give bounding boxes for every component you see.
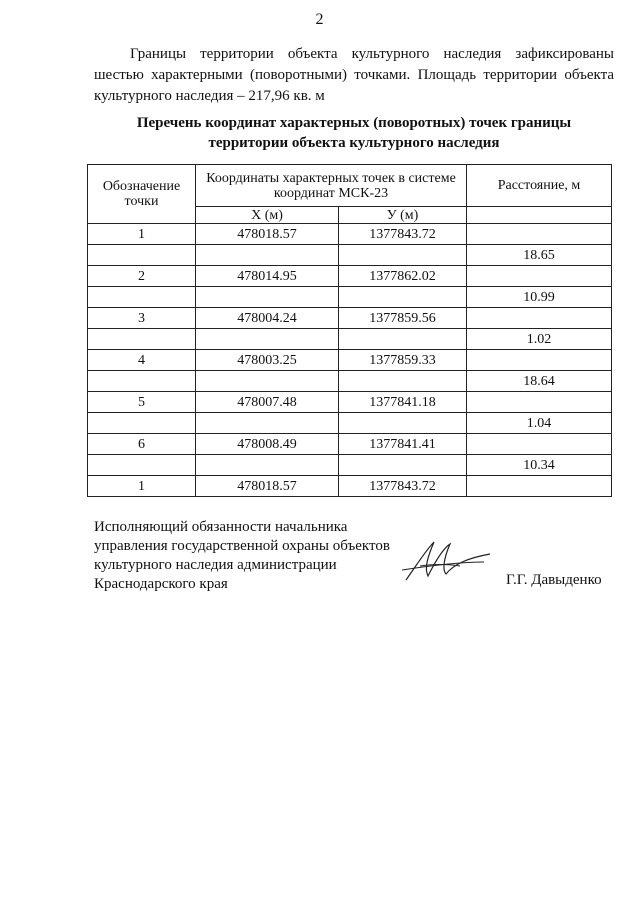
cell-distance [467, 392, 612, 413]
position-line: культурного наследия администрации [94, 557, 337, 573]
cell-distance [467, 308, 612, 329]
position-line: Краснодарского края [94, 576, 228, 592]
cell-point: 3 [88, 308, 196, 329]
cell-distance: 10.99 [467, 287, 612, 308]
cell-point: 2 [88, 266, 196, 287]
coordinates-table [87, 164, 612, 497]
cell-y [339, 245, 467, 266]
cell-distance: 18.65 [467, 245, 612, 266]
cell-x: 478003.25 [196, 350, 339, 371]
table-row [88, 476, 612, 497]
table-row [88, 245, 612, 266]
cell-y: 1377862.02 [339, 266, 467, 287]
cell-y [339, 413, 467, 434]
cell-point [88, 329, 196, 350]
position-line: управления государственной охраны объектов [94, 538, 390, 554]
handwritten-signature [398, 536, 493, 586]
intro-paragraph: Границы территории объекта культурного наследия зафиксированы шестью характерными (поворотными) точками. Площадь территории объекта культурного наследия – 217,96 кв. м [94, 46, 614, 104]
cell-x: 478007.48 [196, 392, 339, 413]
cell-y: 1377859.56 [339, 308, 467, 329]
header-distance: Расстояние, м [467, 165, 612, 207]
cell-point: 1 [88, 476, 196, 497]
cell-point: 1 [88, 224, 196, 245]
header-distance-sub [467, 207, 612, 224]
cell-x [196, 455, 339, 476]
cell-x: 478018.57 [196, 224, 339, 245]
cell-point: 6 [88, 434, 196, 455]
cell-y: 1377841.41 [339, 434, 467, 455]
header-y: У (м) [339, 207, 467, 224]
cell-distance: 1.02 [467, 329, 612, 350]
cell-point: 5 [88, 392, 196, 413]
cell-point [88, 413, 196, 434]
cell-x [196, 329, 339, 350]
cell-x [196, 371, 339, 392]
cell-x [196, 413, 339, 434]
position-line: Исполняющий обязанности начальника [94, 519, 348, 535]
cell-x [196, 287, 339, 308]
table-row [88, 224, 612, 245]
cell-y: 1377841.18 [339, 392, 467, 413]
table-title-line-2: территории объекта культурного наследия [208, 135, 500, 151]
cell-y [339, 287, 467, 308]
table-title [94, 113, 614, 153]
signer-name: Г.Г. Давыденко [506, 572, 602, 588]
header-coordinates: Координаты характерных точек в системе координат МСК-23 [196, 165, 467, 207]
signature-position [94, 518, 434, 594]
cell-point [88, 245, 196, 266]
table-row [88, 413, 612, 434]
table-row [88, 308, 612, 329]
cell-point [88, 371, 196, 392]
cell-y: 1377843.72 [339, 224, 467, 245]
table-row [88, 392, 612, 413]
cell-x: 478018.57 [196, 476, 339, 497]
table-row [88, 371, 612, 392]
cell-distance [467, 224, 612, 245]
header-x: X (м) [196, 207, 339, 224]
cell-point: 4 [88, 350, 196, 371]
cell-distance: 18.64 [467, 371, 612, 392]
cell-x: 478008.49 [196, 434, 339, 455]
table-row [88, 350, 612, 371]
cell-distance [467, 350, 612, 371]
table-row [88, 287, 612, 308]
cell-distance: 1.04 [467, 413, 612, 434]
cell-y: 1377859.33 [339, 350, 467, 371]
table-row [88, 455, 612, 476]
page-number: 2 [315, 11, 324, 28]
table-row [88, 329, 612, 350]
cell-x: 478014.95 [196, 266, 339, 287]
table-row [88, 434, 612, 455]
cell-x [196, 245, 339, 266]
table-row [88, 266, 612, 287]
cell-y [339, 455, 467, 476]
cell-y: 1377843.72 [339, 476, 467, 497]
cell-distance: 10.34 [467, 455, 612, 476]
cell-distance [467, 476, 612, 497]
header-point: Обозначение точки [88, 165, 196, 224]
cell-point [88, 287, 196, 308]
cell-point [88, 455, 196, 476]
cell-distance [467, 266, 612, 287]
cell-x: 478004.24 [196, 308, 339, 329]
cell-y [339, 329, 467, 350]
table-title-line-1: Перечень координат характерных (поворотных) точек границы [136, 115, 572, 131]
table-body [88, 224, 612, 497]
cell-distance [467, 434, 612, 455]
cell-y [339, 371, 467, 392]
